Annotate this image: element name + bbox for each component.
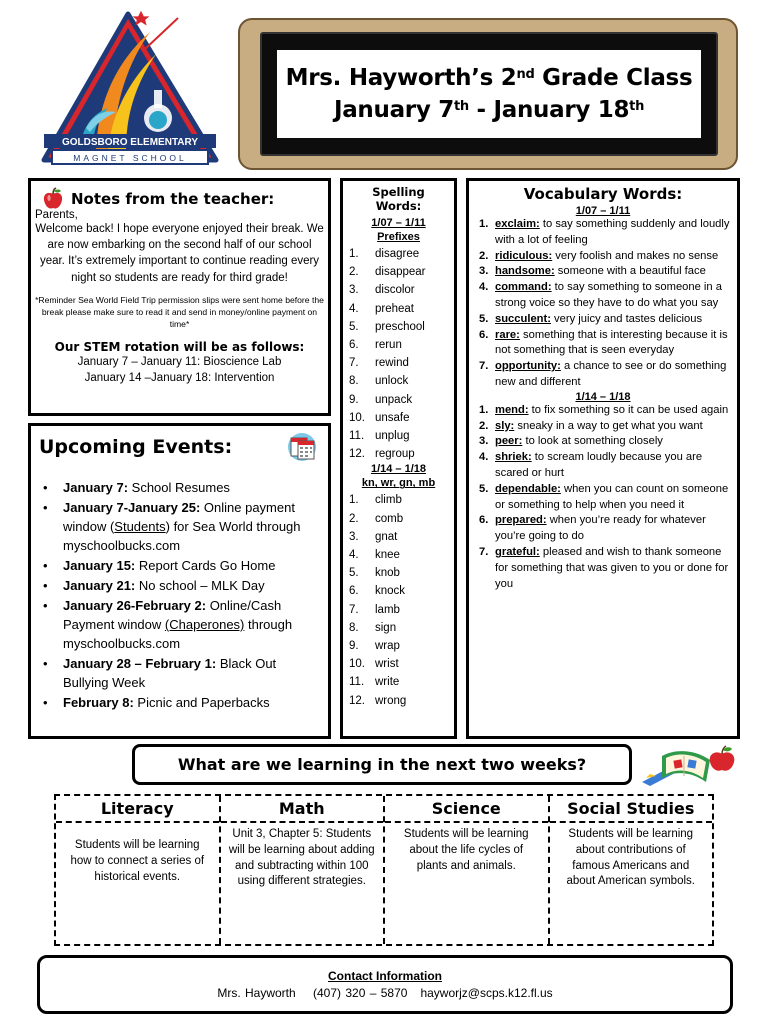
- vocab-definition: very juicy and tastes delicious: [550, 312, 703, 325]
- event-underline: (Chaperones): [164, 617, 245, 632]
- list-item: [475, 513, 731, 545]
- item-number: 1.: [479, 403, 489, 416]
- list-item: [39, 498, 320, 555]
- subject-text: Unit 3, Chapter 5: Students will be learning about adding and subtracting within 100 using different strategies.: [228, 828, 375, 888]
- vocab-word: ridiculous:: [495, 249, 553, 262]
- spelling-word: disappear: [375, 266, 426, 279]
- item-number: 1.: [349, 494, 359, 507]
- vocab-word: handsome:: [495, 265, 555, 278]
- item-number: 6.: [349, 585, 359, 598]
- list-item: [349, 601, 448, 619]
- subject-text: Students will be learning about contributions of famous Americans and about American symbols.: [566, 828, 695, 888]
- item-number: 2.: [349, 512, 359, 525]
- event-text: Black Out Bullying Week: [63, 656, 277, 690]
- item-number: 2.: [349, 266, 359, 279]
- vocab-entry: [495, 359, 731, 391]
- vocab-entry: [495, 249, 718, 265]
- contact-phone: (407) 320 – 5870: [313, 986, 408, 1000]
- item-number: 2.: [479, 419, 489, 432]
- item-number: 6.: [479, 514, 489, 527]
- list-item: [349, 546, 448, 564]
- event-text: School Resumes: [128, 480, 230, 495]
- vocab-word: mend:: [495, 403, 529, 416]
- list-item: [475, 359, 731, 391]
- upcoming-events-section: [28, 423, 331, 739]
- vocab-word: prepared:: [495, 514, 547, 527]
- spelling-word: write: [375, 676, 400, 689]
- list-item: [475, 280, 731, 312]
- list-item: [349, 582, 448, 600]
- vocab-title: Vocabulary Words:: [523, 185, 683, 203]
- subject-title: Science: [385, 796, 548, 823]
- event-text: Online payment window (: [63, 500, 295, 534]
- notes-greeting: Parents,: [35, 209, 78, 221]
- vocab-word: opportunity:: [495, 360, 561, 373]
- spelling-week1-list: [349, 245, 448, 463]
- stem-rotation-title: Our STEM rotation will be as follows:: [54, 339, 305, 354]
- spelling-word: wrong: [375, 694, 407, 707]
- chalkboard: [260, 32, 718, 156]
- list-item: [475, 328, 731, 360]
- vocab-definition: to fix something so it can be used again: [528, 403, 729, 416]
- spelling-word: preschool: [375, 320, 425, 333]
- subject-social-studies: [550, 796, 713, 944]
- list-item: [39, 478, 320, 497]
- spelling-word: sign: [375, 621, 397, 634]
- event-text: Report Cards Go Home: [135, 558, 276, 573]
- events-title: Upcoming Events:: [39, 436, 233, 458]
- event-date: January 28 – February 1:: [63, 656, 217, 671]
- contact-section: [37, 955, 733, 1014]
- vocab-week2-range: 1/14 – 1/18: [575, 390, 631, 403]
- spelling-word: wrist: [375, 658, 399, 671]
- spelling-word: gnat: [375, 530, 398, 543]
- spelling-word: climb: [375, 494, 402, 507]
- events-header: [39, 432, 320, 462]
- spelling-week2-list: [349, 491, 448, 709]
- event-text: Online/Cash Payment window: [63, 598, 282, 632]
- list-item: [349, 491, 448, 509]
- calendar-icon: [284, 432, 320, 462]
- spelling-word: knob: [375, 567, 400, 580]
- item-number: 4.: [479, 281, 489, 294]
- item-number: 5.: [349, 567, 359, 580]
- item-number: 3.: [479, 265, 489, 278]
- vocab-entry: [495, 312, 702, 328]
- spelling-word: comb: [375, 512, 404, 525]
- subjects-grid: [54, 794, 714, 946]
- notes-body: Welcome back! I hope everyone enjoyed their break. We are now embarking on the second half of our school year. It’s extremely important to continue reading every night so students are ready for third grade!: [35, 223, 324, 284]
- vocab-definition: something that is interesting because it is not something that is seen everyday: [495, 328, 728, 357]
- event-text-end: through myschoolbucks.com: [63, 617, 293, 651]
- field-trip-reminder: *Reminder Sea World Field Trip permission slips were sent home before the break please make sure to read it and send in money/online payment on time*: [35, 294, 324, 329]
- list-item: [349, 300, 448, 318]
- list-item: [349, 564, 448, 582]
- event-date: January 21:: [63, 578, 136, 593]
- list-item: [349, 427, 448, 445]
- item-number: 8.: [349, 375, 359, 388]
- spelling-word: unlock: [375, 375, 409, 388]
- notes-section: [28, 178, 331, 416]
- vocab-definition: to scream loudly because you are scared or hurt: [495, 451, 703, 479]
- spelling-title: Spelling Words:: [372, 185, 425, 213]
- spelling-word: wrap: [375, 640, 400, 653]
- chalkboard-frame: [238, 18, 738, 170]
- list-item: [349, 692, 448, 710]
- vocab-entry: [495, 482, 731, 514]
- spelling-word: discolor: [375, 284, 415, 297]
- stem-line: January 14 –January 18: Intervention: [84, 371, 275, 384]
- logo-line1: GOLDSBORO ELEMENTARY: [61, 137, 199, 148]
- item-number: 12.: [349, 448, 365, 461]
- events-list: [39, 478, 320, 712]
- notes-title: Notes from the teacher:: [71, 190, 275, 208]
- list-item: [349, 528, 448, 546]
- subject-text: Students will be learning how to connect a series of historical events.: [70, 839, 205, 883]
- list-item: [475, 545, 731, 592]
- vocab-week1-range: 1/07 – 1/11: [575, 205, 631, 217]
- item-number: 3.: [349, 530, 359, 543]
- list-item: [475, 482, 731, 514]
- date-end-sup: th: [629, 99, 645, 114]
- vocab-entry: [495, 280, 731, 312]
- title-text-end: Grade Class: [534, 65, 693, 91]
- list-item: [475, 312, 731, 328]
- apple-icon: [41, 187, 65, 211]
- spelling-word: preheat: [375, 302, 415, 315]
- vocabulary-words-section: [466, 178, 740, 739]
- list-item: [349, 245, 448, 263]
- list-item: [349, 391, 448, 409]
- list-item: [349, 354, 448, 372]
- learning-banner-text: What are we learning in the next two weeks?: [177, 755, 587, 774]
- list-item: [349, 263, 448, 281]
- spelling-week1-range: 1/07 – 1/11: [371, 217, 426, 229]
- contact-name: Mrs. Hayworth: [217, 986, 296, 1000]
- item-number: 3.: [479, 435, 489, 448]
- vocab-definition: very foolish and makes no sense: [552, 249, 719, 262]
- list-item: [349, 318, 448, 336]
- spelling-week2-pattern: kn, wr, gn, mb: [361, 477, 436, 490]
- list-item: [39, 654, 320, 692]
- spelling-word: unplug: [375, 430, 410, 443]
- list-item: [475, 249, 731, 265]
- list-item: [349, 336, 448, 354]
- vocab-entry: [495, 513, 731, 545]
- item-number: 7.: [349, 357, 359, 370]
- spelling-words-section: [340, 178, 457, 739]
- subject-math: [221, 796, 386, 944]
- list-item: [39, 556, 320, 575]
- vocab-word: dependable:: [495, 482, 561, 495]
- item-number: 7.: [479, 360, 489, 373]
- contact-line: [217, 986, 552, 1000]
- date-end: - January 18: [468, 97, 630, 123]
- school-logo: [38, 10, 222, 170]
- list-item: [39, 576, 320, 595]
- spelling-week2-range: 1/14 – 1/18: [370, 463, 427, 476]
- list-item: [475, 434, 731, 450]
- title-text: Mrs. Hayworth’s 2: [285, 65, 517, 91]
- spelling-word: lamb: [375, 603, 400, 616]
- page-title: [286, 62, 693, 94]
- spelling-word: knock: [375, 585, 406, 598]
- item-number: 5.: [349, 320, 359, 333]
- spelling-word: unsafe: [375, 411, 410, 424]
- list-item: [39, 596, 320, 653]
- vocab-entry: [495, 403, 728, 419]
- event-date: January 15:: [63, 558, 136, 573]
- event-date: January 7:: [63, 480, 129, 495]
- item-number: 5.: [479, 482, 489, 495]
- list-item: [475, 419, 731, 435]
- vocab-entry: [495, 450, 731, 482]
- vocab-definition: when you’re ready for whatever you’re going to do: [495, 514, 706, 543]
- vocab-entry: [495, 545, 731, 592]
- logo-line2: MAGNET SCHOOL: [73, 153, 187, 163]
- learning-banner: [132, 744, 632, 785]
- item-number: 9.: [349, 393, 359, 406]
- event-text-end: ) for Sea World through myschoolbucks.com: [63, 519, 301, 553]
- list-item: [349, 619, 448, 637]
- event-text: Picnic and Paperbacks: [133, 695, 270, 710]
- vocab-word: rare:: [495, 328, 520, 341]
- vocab-definition: to say something to someone in a strong voice so they have to do what you say: [495, 281, 722, 309]
- vocab-week2-list: [475, 403, 731, 593]
- item-number: 8.: [349, 621, 359, 634]
- vocab-entry: [495, 328, 731, 360]
- event-date: January 26-February 2:: [63, 598, 207, 613]
- spelling-word: disagree: [375, 248, 420, 260]
- spelling-word: unpack: [375, 393, 413, 406]
- item-number: 12.: [349, 694, 365, 707]
- item-number: 1.: [479, 218, 489, 230]
- item-number: 10.: [349, 411, 365, 424]
- subject-title: Literacy: [56, 796, 219, 823]
- list-item: [349, 372, 448, 390]
- list-item: [349, 510, 448, 528]
- vocab-word: shriek:: [495, 451, 532, 464]
- title-sup: nd: [516, 67, 535, 82]
- item-number: 4.: [349, 302, 359, 315]
- event-date: February 8:: [63, 695, 134, 710]
- item-number: 5.: [479, 312, 489, 325]
- list-item: [475, 264, 731, 280]
- books-and-apple-icon: [636, 738, 736, 790]
- list-item: [475, 450, 731, 482]
- subject-literacy: [56, 796, 221, 944]
- item-number: 6.: [479, 328, 489, 341]
- vocab-entry: [495, 217, 731, 249]
- item-number: 2.: [479, 249, 489, 262]
- list-item: [349, 281, 448, 299]
- title-card: [277, 50, 701, 138]
- vocab-word: sly:: [495, 419, 515, 432]
- list-item: [349, 673, 448, 691]
- item-number: 9.: [349, 640, 359, 653]
- vocab-word: exclaim:: [495, 218, 540, 230]
- vocab-definition: a chance to see or do something new and different: [495, 360, 727, 388]
- list-item: [475, 217, 731, 249]
- item-number: 3.: [349, 284, 359, 297]
- item-number: 11.: [349, 430, 365, 443]
- vocab-word: succulent:: [495, 312, 551, 325]
- item-number: 6.: [349, 339, 359, 352]
- vocab-word: peer:: [495, 435, 523, 448]
- vocab-definition: to look at something closely: [522, 435, 663, 448]
- contact-title: Contact Information: [328, 969, 442, 983]
- item-number: 1.: [349, 248, 359, 260]
- date-range-title: [334, 94, 644, 126]
- list-item: [349, 655, 448, 673]
- list-item: [349, 409, 448, 427]
- contact-email[interactable]: hayworjz@scps.k12.fl.us: [420, 986, 553, 1000]
- vocab-definition: someone with a beautiful face: [554, 265, 706, 278]
- subject-title: Social Studies: [550, 796, 713, 823]
- subject-text: Students will be learning about the life cycles of plants and animals.: [403, 828, 529, 872]
- date-start-sup: th: [453, 99, 469, 114]
- date-start: January 7: [333, 97, 454, 123]
- subject-science: [385, 796, 550, 944]
- list-item: [349, 445, 448, 463]
- vocab-entry: [495, 264, 706, 280]
- notes-header: [41, 187, 324, 211]
- subject-title: Math: [221, 796, 384, 823]
- spelling-word: regroup: [375, 448, 415, 461]
- spelling-word: rewind: [375, 357, 409, 370]
- event-text: No school – MLK Day: [135, 578, 265, 593]
- vocab-entry: [495, 434, 663, 450]
- vocab-week1-list: [475, 217, 731, 391]
- vocab-entry: [495, 419, 703, 435]
- event-underline: Students: [114, 519, 166, 534]
- vocab-definition: when you can count on someone or something to help when you need it: [495, 482, 729, 511]
- stem-line: January 7 – January 11: Bioscience Lab: [77, 355, 282, 368]
- vocab-definition: pleased and wish to thank someone for something that was given to you or done for you: [495, 545, 729, 590]
- vocab-word: command:: [495, 281, 552, 294]
- list-item: [349, 637, 448, 655]
- item-number: 10.: [349, 658, 365, 671]
- item-number: 7.: [479, 545, 489, 558]
- item-number: 11.: [349, 676, 365, 689]
- item-number: 4.: [479, 451, 489, 464]
- spelling-week1-pattern: Prefixes: [377, 231, 420, 243]
- list-item: [39, 693, 320, 712]
- vocab-definition: sneaky in a way to get what you want: [514, 419, 703, 432]
- spelling-word: rerun: [375, 339, 402, 352]
- spelling-word: knee: [375, 549, 400, 562]
- vocab-definition: to say something suddenly and loudly with a lot of feeling: [495, 218, 730, 246]
- item-number: 4.: [349, 549, 359, 562]
- item-number: 7.: [349, 603, 359, 616]
- vocab-word: grateful:: [495, 545, 540, 558]
- list-item: [475, 403, 731, 419]
- event-date: January 7-January 25:: [63, 500, 201, 515]
